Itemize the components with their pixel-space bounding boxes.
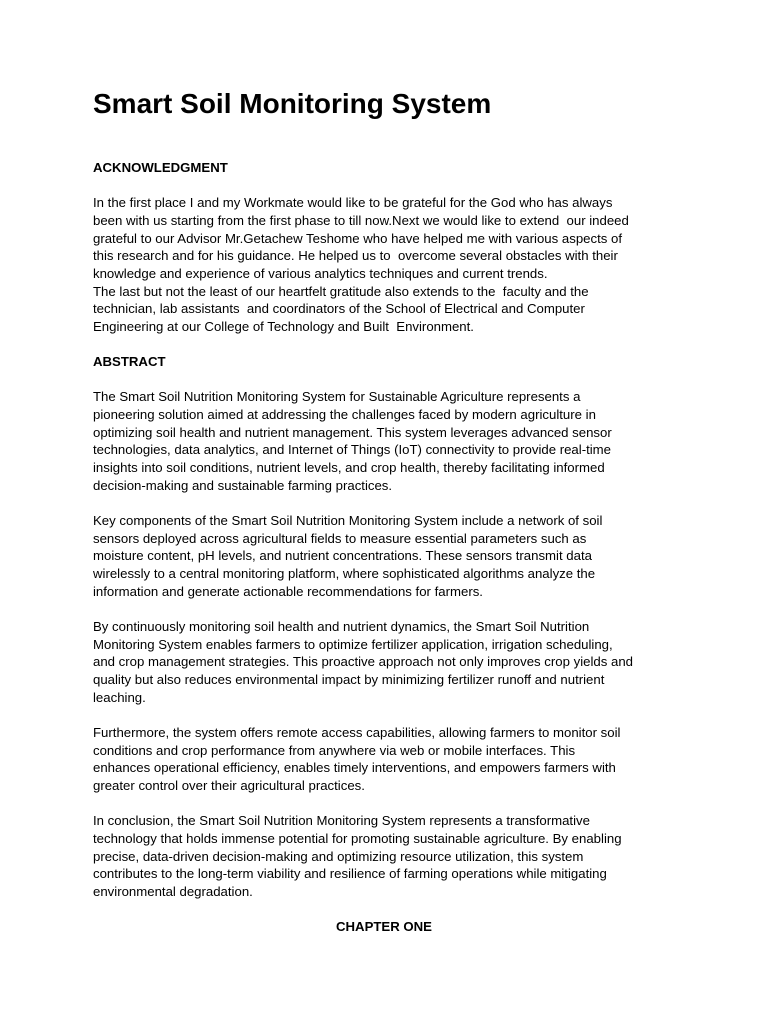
text-line: sensors deployed across agricultural fields to measure essential parameters such as	[93, 531, 587, 546]
text-line: Monitoring System enables farmers to optimize fertilizer application, irrigation scheduling,	[93, 637, 613, 652]
text-line: insights into soil conditions, nutrient levels, and crop health, thereby facilitating informed	[93, 460, 605, 475]
text-line: In the first place I and my Workmate would like to be grateful for the God who has always	[93, 195, 613, 210]
chapter-heading: CHAPTER ONE	[336, 919, 432, 934]
text-line: leaching.	[93, 690, 146, 705]
text-line: greater control over their agricultural practices.	[93, 778, 365, 793]
text-line: and crop management strategies. This proactive approach not only improves crop yields and	[93, 654, 634, 669]
text-line: information and generate actionable recommendations for farmers.	[93, 584, 483, 599]
text-line: technician, lab assistants and coordinators of the School of Electrical and Computer	[93, 301, 585, 316]
text-line: moisture content, pH levels, and nutrient concentrations. These sensors transmit data	[93, 548, 592, 563]
abstract-heading: ABSTRACT	[93, 354, 166, 369]
text-line: In conclusion, the Smart Soil Nutrition Monitoring System represents a transformative	[93, 813, 590, 828]
text-line: decision-making and sustainable farming practices.	[93, 478, 393, 493]
document-title: Smart Soil Monitoring System	[93, 88, 492, 119]
text-line: contributes to the long-term viability and resilience of farming operations while mitigating	[93, 866, 607, 881]
text-line: knowledge and experience of various analytics techniques and current trends.	[93, 266, 548, 281]
acknowledgment-heading: ACKNOWLEDGMENT	[93, 160, 228, 175]
text-line: The last but not the least of our heartfelt gratitude also extends to the faculty and the	[93, 284, 589, 299]
text-line: The Smart Soil Nutrition Monitoring System for Sustainable Agriculture represents a	[93, 389, 581, 404]
text-line: Key components of the Smart Soil Nutrition Monitoring System include a network of soil	[93, 513, 603, 528]
text-line: technology that holds immense potential for promoting sustainable agriculture. By enabling	[93, 831, 622, 846]
text-line: quality but also reduces environmental impact by minimizing fertilizer runoff and nutrient	[93, 672, 605, 687]
text-line: Engineering at our College of Technology and Built Environment.	[93, 319, 474, 334]
text-line: grateful to our Advisor Mr.Getachew Teshome who have helped me with various aspects of	[93, 231, 622, 246]
text-line: this research and for his guidance. He helped us to overcome several obstacles with their	[93, 248, 618, 263]
text-line: optimizing soil health and nutrient management. This system leverages advanced sensor	[93, 425, 612, 440]
text-line: technologies, data analytics, and Internet of Things (IoT) connectivity to provide real-time	[93, 442, 612, 457]
text-line: pioneering solution aimed at addressing the challenges faced by modern agriculture in	[93, 407, 596, 422]
text-line: enhances operational efficiency, enables timely interventions, and empowers farmers with	[93, 760, 616, 775]
text-line: wirelessly to a central monitoring platform, where sophisticated algorithms analyze the	[93, 566, 596, 581]
text-line: Furthermore, the system offers remote access capabilities, allowing farmers to monitor soil	[93, 725, 621, 740]
text-line: conditions and crop performance from anywhere via web or mobile interfaces. This	[93, 743, 576, 758]
text-line: precise, data-driven decision-making and optimizing resource utilization, this system	[93, 849, 584, 864]
text-line: By continuously monitoring soil health and nutrient dynamics, the Smart Soil Nutrition	[93, 619, 590, 634]
text-line: environmental degradation.	[93, 884, 253, 899]
text-line: been with us starting from the first phase to till now.Next we would like to extend our indeed	[93, 213, 629, 228]
